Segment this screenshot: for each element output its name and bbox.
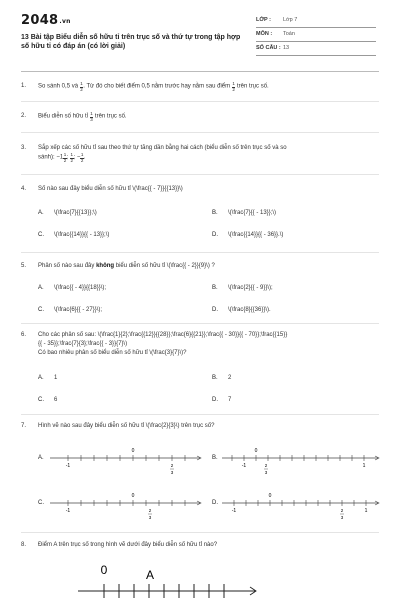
option-label: B. bbox=[212, 210, 218, 216]
denominator: 2 bbox=[80, 86, 83, 92]
meta-value: Lớp 7 bbox=[283, 17, 298, 23]
number-line-a[interactable] bbox=[50, 442, 202, 480]
fraction-numerator: 2 bbox=[148, 508, 152, 513]
question-number: 4. bbox=[21, 186, 27, 192]
fraction-denominator: 3 bbox=[264, 470, 268, 475]
option-text: \(\frac{7}{{13}};\) bbox=[54, 210, 97, 216]
fraction bbox=[232, 82, 236, 92]
text-part: sánh): −1 bbox=[38, 154, 64, 161]
text-part: . Từ đó cho biết điểm 0,5 nằm trước hay nằm sau điểm bbox=[83, 83, 231, 90]
number-line-q8 bbox=[78, 556, 258, 600]
text-line: {{ - 35}};\frac{7}{3};\frac{{ - 3}}{7}\) bbox=[38, 341, 128, 347]
option-text: 2 bbox=[228, 375, 232, 381]
number-line-d[interactable] bbox=[222, 486, 380, 526]
denominator: 3 bbox=[90, 116, 93, 122]
meta-key: LỚP : bbox=[256, 17, 271, 23]
tick-label-left: -1 bbox=[241, 463, 247, 469]
numerator: 1 bbox=[90, 111, 93, 116]
tick-label-zero: 0 bbox=[268, 493, 272, 499]
meta-key: MÔN : bbox=[256, 31, 273, 37]
text-line bbox=[38, 153, 379, 163]
option-label: C. bbox=[38, 500, 44, 506]
text-part: So sánh 0,5 và bbox=[38, 83, 79, 90]
text-part: Phân số nào sau đây bbox=[38, 263, 95, 269]
number-line-b[interactable] bbox=[222, 442, 380, 480]
question-separator bbox=[21, 532, 379, 533]
option-label: D. bbox=[212, 232, 218, 238]
text-part: . bbox=[83, 154, 86, 161]
text-part: biểu diễn số hữu tỉ \(\frac{{ - 2}}{9}\) ? bbox=[115, 263, 215, 269]
question-number: 2. bbox=[21, 113, 27, 119]
question-number: 5. bbox=[21, 263, 27, 269]
option-label: B. bbox=[212, 375, 218, 381]
fraction-numerator: 2 bbox=[264, 463, 268, 468]
numerator: 1 bbox=[232, 81, 235, 86]
fraction-denominator: 3 bbox=[340, 515, 344, 520]
tick-label-left: -1 bbox=[231, 508, 237, 514]
option-text: \(\frac{{14}}{{ - 36}}.\) bbox=[228, 232, 284, 238]
logo-suffix: .vn bbox=[59, 18, 71, 25]
option-text: 1 bbox=[54, 375, 58, 381]
option-text: \(\frac{7}{{ - 13}};\) bbox=[228, 210, 277, 216]
meta-value: 13 bbox=[283, 45, 290, 51]
option-text: \(\frac{2}{{ - 9}}\); bbox=[228, 285, 273, 291]
question-text bbox=[38, 331, 379, 358]
document-title: 13 Bài tập Biểu diễn số hữu tỉ trên trục số và thứ tự trong tập hợp số hữu tỉ có đáp án (có lời giải) bbox=[21, 34, 241, 50]
question-text: Điểm A trên trục số trong hình vẽ dưới đây biểu diễn số hữu tỉ nào? bbox=[38, 542, 218, 548]
fraction-numerator: 2 bbox=[340, 508, 344, 513]
option-label: D. bbox=[212, 500, 218, 506]
question-number: 6. bbox=[21, 332, 27, 338]
meta-count bbox=[256, 42, 376, 56]
logo-text: 2048 bbox=[21, 13, 59, 28]
text-part: trên trục số. bbox=[237, 83, 269, 90]
option-label: D. bbox=[212, 397, 218, 403]
question-text: Số nào sau đây biểu diễn số hữu tỉ \(\frac{{ - 7}}{{13}}\) bbox=[38, 186, 183, 192]
text-part: ; − bbox=[73, 154, 81, 161]
question-number: 7. bbox=[21, 423, 27, 429]
text-part: ; bbox=[66, 154, 71, 161]
question-separator bbox=[21, 252, 379, 253]
meta-underline bbox=[256, 55, 376, 56]
emphasis-text: không bbox=[96, 263, 115, 269]
question-number: 3. bbox=[21, 145, 27, 151]
tick-label-left: -1 bbox=[65, 508, 71, 514]
question-number: 1. bbox=[21, 83, 27, 89]
tick-label-zero: 0 bbox=[131, 493, 135, 499]
question-text bbox=[38, 82, 379, 92]
option-label: D. bbox=[212, 307, 218, 313]
text-line: Sắp xếp các số hữu tỉ sau theo thứ tự tăng dần bằng hai cách (biểu diễn số trên trục số và so bbox=[38, 145, 287, 151]
option-label: A. bbox=[38, 455, 44, 461]
option-label: A. bbox=[38, 375, 44, 381]
question-separator bbox=[21, 174, 379, 175]
denominator: 2 bbox=[63, 157, 67, 163]
question-text: Hình vẽ nào sau đây biểu diễn số hữu tỉ \(\frac{2}{3}\) trên trục số? bbox=[38, 423, 215, 429]
text-line: Có bao nhiêu phân số biểu diễn số hữu tỉ \(\frac{3}{7}\)? bbox=[38, 350, 187, 356]
numerator: 1 bbox=[63, 152, 67, 157]
question-separator bbox=[21, 101, 379, 102]
text-part: Biểu diễn số hữu tỉ bbox=[38, 113, 89, 120]
option-text: \(\frac{6}{{ - 27}}\); bbox=[54, 307, 103, 313]
tick-label-right: 1 bbox=[362, 463, 366, 469]
option-label: C. bbox=[38, 307, 44, 313]
option-text: 7 bbox=[228, 397, 232, 403]
option-label: A. bbox=[38, 210, 44, 216]
fraction-denominator: 3 bbox=[170, 470, 174, 475]
fraction-denominator: 3 bbox=[148, 515, 152, 520]
question-separator bbox=[21, 323, 379, 324]
number-line-c[interactable] bbox=[50, 486, 202, 526]
text-part: trên trục số. bbox=[94, 113, 127, 120]
tick-label-zero: 0 bbox=[100, 563, 108, 577]
tick-label-left: -1 bbox=[65, 463, 71, 469]
numerator: 1 bbox=[80, 81, 83, 86]
question-text bbox=[38, 144, 379, 163]
numerator: 1 bbox=[70, 152, 74, 157]
text-line: Cho các phân số sau: \(\frac{1}{2};\frac{{12}}{{28}};\frac{6}{{21}};\frac{{ - 30}}{{ - 70}};\frac{{15}} bbox=[38, 332, 288, 338]
option-text: \(\frac{{ - 4}}{{18}}\); bbox=[54, 285, 107, 291]
denominator: 2 bbox=[232, 86, 235, 92]
tick-label-zero: 0 bbox=[131, 448, 135, 454]
question-text bbox=[38, 112, 379, 122]
question-separator bbox=[21, 414, 379, 415]
meta-value: Toán bbox=[283, 31, 295, 37]
tick-label-right: 1 bbox=[364, 508, 368, 514]
tick-label-zero: 0 bbox=[254, 448, 258, 454]
option-label: C. bbox=[38, 397, 44, 403]
option-text: \(\frac{8}{{36}}\). bbox=[228, 307, 271, 313]
meta-class bbox=[256, 14, 376, 28]
meta-subject bbox=[256, 28, 376, 42]
option-label: C. bbox=[38, 232, 44, 238]
question-text bbox=[38, 262, 379, 271]
question-number: 8. bbox=[21, 542, 27, 548]
option-label: B. bbox=[212, 285, 218, 291]
header-divider bbox=[21, 71, 379, 72]
numerator: 1 bbox=[80, 152, 84, 157]
option-text: \(\frac{{14}}{{ - 13}};\) bbox=[54, 232, 110, 238]
meta-key: SỐ CÂU : bbox=[256, 45, 281, 51]
site-logo[interactable] bbox=[21, 13, 71, 28]
fraction bbox=[90, 112, 94, 122]
option-text: 6 bbox=[54, 397, 58, 403]
question-separator bbox=[21, 132, 379, 133]
fraction-numerator: 2 bbox=[170, 463, 174, 468]
point-a-label: A bbox=[145, 568, 155, 582]
option-label: B. bbox=[212, 455, 218, 461]
denominator: 2 bbox=[80, 157, 84, 163]
option-label: A. bbox=[38, 285, 44, 291]
denominator: 2 bbox=[70, 157, 74, 163]
